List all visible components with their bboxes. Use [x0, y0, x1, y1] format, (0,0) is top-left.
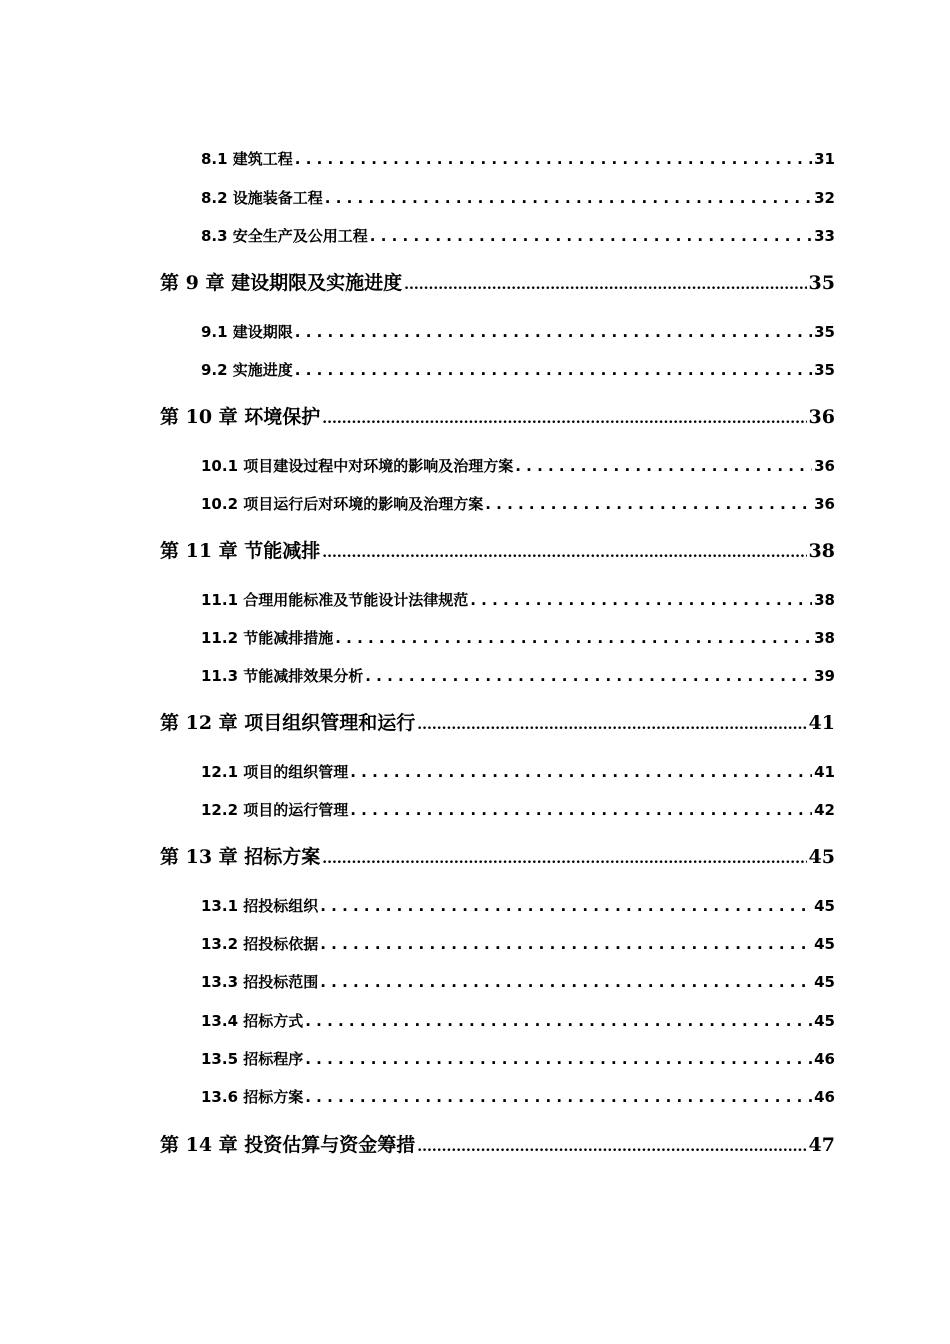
toc-entry-page: 45: [814, 935, 835, 953]
toc-entry-10-1[interactable]: [201, 454, 835, 478]
toc-entry-label: 13.3 招投标范围: [201, 973, 319, 991]
toc-entry-label: 8.1 建筑工程: [201, 150, 293, 168]
toc-dot-leader: [305, 1085, 812, 1109]
toc-chapter-14[interactable]: [160, 1130, 835, 1160]
toc-entry-label: 13.4 招标方式: [201, 1012, 304, 1030]
toc-entry-12-2[interactable]: [201, 798, 835, 822]
toc-entry-page: 41: [814, 763, 835, 781]
toc-entry-label: 13.5 招标程序: [201, 1050, 304, 1068]
toc-chapter-label: 第 10 章 环境保护: [160, 406, 321, 428]
toc-dot-leader: [320, 932, 812, 956]
toc-chapter-12[interactable]: [160, 708, 835, 738]
toc-dot-leader: [485, 492, 812, 516]
toc-dot-leader: [305, 1047, 812, 1071]
toc-dot-leader: [417, 1130, 806, 1162]
toc-entry-page: 45: [814, 897, 835, 915]
toc-entry-label: 12.1 项目的组织管理: [201, 763, 349, 781]
toc-chapter-label: 第 14 章 投资估算与资金筹措: [160, 1134, 416, 1156]
toc-chapter-page: 47: [808, 1134, 835, 1156]
toc-dot-leader: [322, 402, 806, 434]
toc-entry-13-2[interactable]: [201, 932, 835, 956]
toc-dot-leader: [322, 536, 806, 568]
toc-entry-8-2[interactable]: [201, 186, 835, 210]
toc-entry-label: 13.2 招投标依据: [201, 935, 319, 953]
toc-entry-page: 46: [814, 1050, 835, 1068]
toc-entry-8-3[interactable]: [201, 224, 835, 248]
toc-dot-leader: [365, 664, 812, 688]
toc-entry-11-3[interactable]: [201, 664, 835, 688]
toc-entry-label: 13.1 招投标组织: [201, 897, 319, 915]
toc-chapter-page: 38: [808, 540, 835, 562]
toc-dot-leader: [370, 224, 812, 248]
toc-entry-8-1[interactable]: [201, 147, 835, 171]
toc-entry-13-6[interactable]: [201, 1085, 835, 1109]
toc-entry-10-2[interactable]: [201, 492, 835, 516]
toc-entry-label: 10.1 项目建设过程中对环境的影响及治理方案: [201, 457, 514, 475]
toc-entry-label: 13.6 招标方案: [201, 1088, 304, 1106]
toc-entry-13-3[interactable]: [201, 970, 835, 994]
toc-dot-leader: [295, 358, 812, 382]
toc-entry-label: 10.2 项目运行后对环境的影响及治理方案: [201, 495, 484, 513]
toc-entry-9-1[interactable]: [201, 320, 835, 344]
toc-entry-label: 9.1 建设期限: [201, 323, 293, 341]
toc-dot-leader: [515, 454, 812, 478]
toc-entry-page: 45: [814, 1012, 835, 1030]
toc-entry-page: 46: [814, 1088, 835, 1106]
toc-entry-label: 11.2 节能减排措施: [201, 629, 334, 647]
toc-chapter-9[interactable]: [160, 268, 835, 298]
toc-entry-page: 38: [814, 591, 835, 609]
toc-dot-leader: [320, 970, 812, 994]
toc-chapter-10[interactable]: [160, 402, 835, 432]
toc-entry-13-1[interactable]: [201, 894, 835, 918]
toc-chapter-page: 36: [808, 406, 835, 428]
toc-dot-leader: [295, 147, 812, 171]
toc-chapter-11[interactable]: [160, 536, 835, 566]
toc-chapter-page: 41: [808, 712, 835, 734]
toc-dot-leader: [322, 842, 806, 874]
toc-entry-page: 45: [814, 973, 835, 991]
toc-entry-12-1[interactable]: [201, 760, 835, 784]
toc-entry-page: 32: [814, 189, 835, 207]
toc-entry-label: 8.3 安全生产及公用工程: [201, 227, 368, 245]
toc-entry-13-4[interactable]: [201, 1009, 835, 1033]
toc-chapter-label: 第 13 章 招标方案: [160, 846, 321, 868]
toc-entry-11-1[interactable]: [201, 588, 835, 612]
toc-dot-leader: [417, 708, 806, 740]
toc-chapter-label: 第 12 章 项目组织管理和运行: [160, 712, 416, 734]
toc-chapter-page: 45: [808, 846, 835, 868]
toc-dot-leader: [305, 1009, 812, 1033]
toc-dot-leader: [335, 626, 812, 650]
toc-entry-page: 39: [814, 667, 835, 685]
toc-entry-page: 38: [814, 629, 835, 647]
toc-entry-page: 36: [814, 495, 835, 513]
toc-entry-11-2[interactable]: [201, 626, 835, 650]
toc-entry-page: 31: [814, 150, 835, 168]
toc-chapter-page: 35: [808, 272, 835, 294]
toc-dot-leader: [404, 268, 806, 300]
toc-entry-label: 11.3 节能减排效果分析: [201, 667, 364, 685]
toc-entry-page: 33: [814, 227, 835, 245]
toc-entry-page: 35: [814, 361, 835, 379]
toc-dot-leader: [350, 798, 812, 822]
toc-entry-page: 42: [814, 801, 835, 819]
toc-entry-page: 36: [814, 457, 835, 475]
toc-chapter-label: 第 11 章 节能减排: [160, 540, 321, 562]
toc-dot-leader: [470, 588, 812, 612]
toc-chapter-13[interactable]: [160, 842, 835, 872]
toc-entry-label: 11.1 合理用能标准及节能设计法律规范: [201, 591, 469, 609]
toc-dot-leader: [350, 760, 812, 784]
toc-dot-leader: [295, 320, 812, 344]
toc-entry-label: 8.2 设施装备工程: [201, 189, 323, 207]
toc-entry-page: 35: [814, 323, 835, 341]
toc-chapter-label: 第 9 章 建设期限及实施进度: [160, 272, 403, 294]
toc-dot-leader: [320, 894, 812, 918]
toc-dot-leader: [325, 186, 812, 210]
toc-entry-9-2[interactable]: [201, 358, 835, 382]
toc-entry-label: 12.2 项目的运行管理: [201, 801, 349, 819]
toc-entry-13-5[interactable]: [201, 1047, 835, 1071]
toc-entry-label: 9.2 实施进度: [201, 361, 293, 379]
